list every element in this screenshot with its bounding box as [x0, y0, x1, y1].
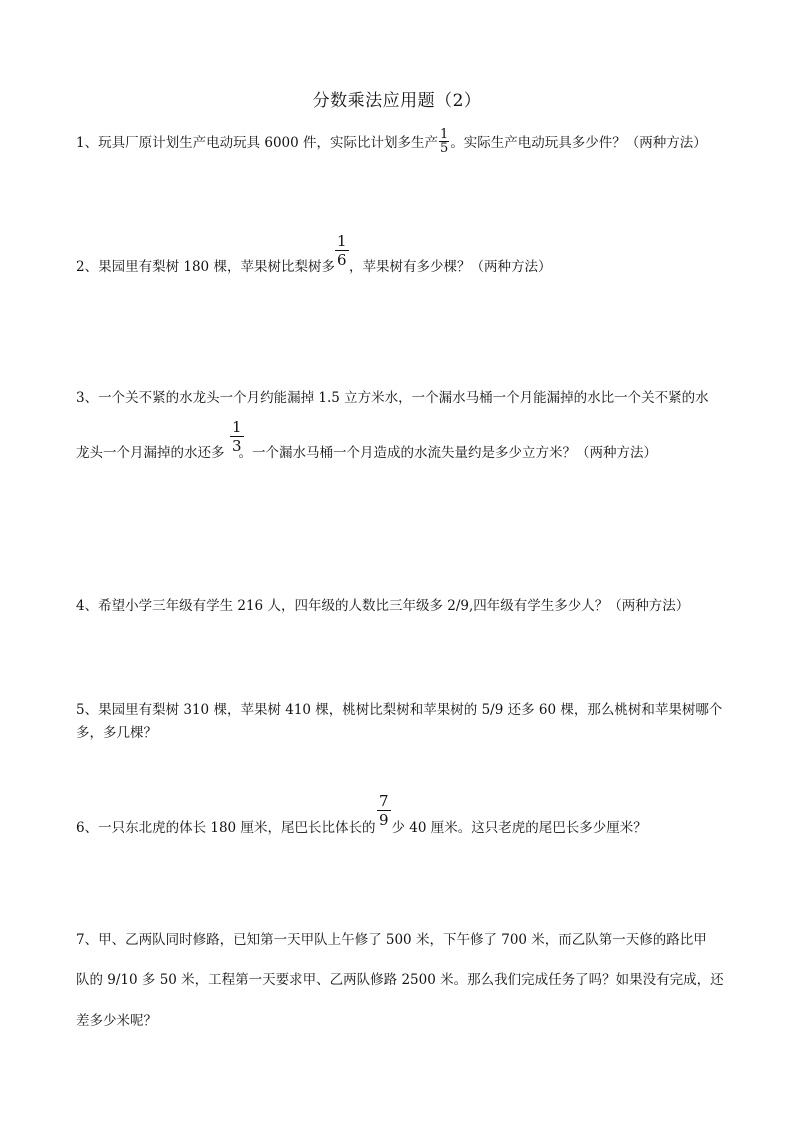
fraction-denominator: 9 — [379, 811, 389, 829]
question-3-text-before: 龙头一个月漏掉的水还多 — [76, 445, 225, 461]
question-2-fraction — [335, 232, 349, 269]
question-5-line-2: 多，多几棵？ — [76, 725, 157, 741]
question-1-text-after: 。实际生产电动玩具多少件？（两种方法） — [450, 135, 707, 151]
question-6-fraction — [377, 792, 391, 829]
question-4: 4、希望小学三年级有学生 216 人，四年级的人数比三年级多 2/9,四年级有学生多少人？（两种方法） — [76, 598, 690, 614]
question-5-line-1: 5、果园里有梨树 310 棵，苹果树 410 棵，桃树比梨树和苹果树的 5/9 还多 60 棵，那么桃树和苹果树哪个 — [76, 702, 723, 718]
question-7-line-2: 队的 9/10 多 50 米，工程第一天要求甲、乙两队修路 2500 米。那么我们完成任务了吗？如果没有完成，还 — [76, 972, 724, 988]
question-6-text-after: 少 40 厘米。这只老虎的尾巴长多少厘米？ — [391, 820, 647, 836]
question-1-fraction — [439, 128, 449, 155]
question-3-fraction — [230, 418, 244, 455]
question-2-text-after: ，苹果树有多少棵？（两种方法） — [348, 259, 552, 275]
question-7-line-1: 7、甲、乙两队同时修路，已知第一天甲队上午修了 500 米，下午修了 700 米，而乙队第一天修的路比甲 — [76, 932, 707, 948]
fraction-denominator: 3 — [232, 437, 242, 455]
question-6-text-before: 6、一只东北虎的体长 180 厘米，尾巴长比体长的 — [76, 820, 376, 836]
fraction-denominator: 6 — [337, 251, 347, 269]
fraction-numerator: 1 — [232, 418, 242, 436]
question-2 — [76, 258, 551, 276]
question-3-text-after: 。一个漏水马桶一个月造成的水流失量约是多少立方米？（两种方法） — [238, 445, 657, 461]
question-1 — [76, 127, 707, 157]
question-3-line-2 — [76, 444, 657, 462]
question-2-text-before: 2、果园里有梨树 180 棵，苹果树比梨树多 — [76, 259, 335, 275]
question-7-line-3: 差多少米呢？ — [76, 1013, 157, 1029]
question-3-line-1: 3、一个关不紧的水龙头一个月约能漏掉 1.5 立方米水，一个漏水马桶一个月能漏掉的水比一个关不紧的水 — [76, 390, 709, 406]
fraction-denominator: 5 — [440, 141, 449, 156]
question-1-text-before: 1、玩具厂原计划生产电动玩具 6000 件，实际比计划多生产 — [76, 135, 439, 151]
page-title: 分数乘法应用题（2） — [312, 91, 482, 111]
fraction-numerator: 1 — [337, 232, 347, 250]
question-6 — [76, 819, 647, 837]
fraction-numerator: 1 — [440, 127, 449, 142]
fraction-numerator: 7 — [379, 792, 389, 810]
